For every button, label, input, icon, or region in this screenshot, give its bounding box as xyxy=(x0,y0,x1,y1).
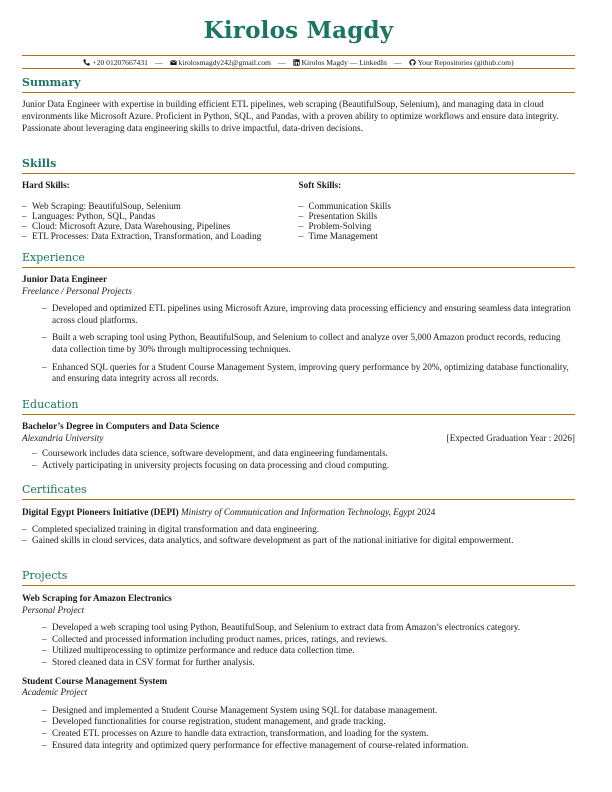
section-title-skills: Skills xyxy=(22,157,57,170)
project-entry xyxy=(22,593,575,669)
hard-skill-item: – Web Scraping: BeautifulSoup, Selenium xyxy=(22,201,299,211)
experience-bullet: – Enhanced SQL queries for a Student Course Management System, improving query performance by 20%, optimizing database functionality, and ensuring data integrity across all records. xyxy=(42,362,575,385)
project-bullet: – Stored cleaned data in CSV format for further analysis. xyxy=(42,657,575,669)
hard-skill-item: – Languages: Python, SQL, Pandas xyxy=(22,211,299,221)
certificate-issuer: Ministry of Communication and Information Technology, Egypt xyxy=(180,507,415,517)
job-title: Junior Data Engineer xyxy=(22,274,108,284)
linkedin-icon xyxy=(293,59,300,66)
project-bullet: – Developed functionalities for course registration, student management, and grade tracking. xyxy=(42,716,575,728)
section-divider xyxy=(22,499,575,500)
section-title-summary: Summary xyxy=(22,76,81,89)
hard-skill-item: – Cloud: Microsoft Azure, Data Warehousing, Pipelines xyxy=(22,221,299,231)
separator: — xyxy=(393,57,402,67)
project-name: Student Course Management System xyxy=(22,675,168,686)
certificate-entry xyxy=(22,507,575,547)
certificate-bullets xyxy=(22,524,575,547)
project-type: Academic Project xyxy=(22,687,88,698)
soft-skills-list xyxy=(299,201,576,242)
contact-github[interactable] xyxy=(409,58,514,67)
github-icon xyxy=(409,59,416,66)
experience-bullets xyxy=(22,303,575,385)
contact-email[interactable] xyxy=(170,58,271,67)
summary-section xyxy=(22,76,575,134)
education-section xyxy=(22,398,575,471)
project-name: Web Scraping for Amazon Electronics xyxy=(22,593,172,603)
section-title-projects: Projects xyxy=(22,569,68,582)
certificate-name: Digital Egypt Pioneers Initiative (DEPI) xyxy=(22,507,179,517)
linkedin-link: Kirolos Magdy — LinkedIn xyxy=(301,57,387,67)
section-divider xyxy=(22,92,575,93)
separator: — xyxy=(154,57,163,67)
contact-phone[interactable] xyxy=(83,58,148,67)
project-bullet: – Collected and processed information including product names, prices, ratings, and reviews. xyxy=(42,634,575,646)
hard-skills-column xyxy=(22,180,299,241)
hard-skills-label: Hard Skills: xyxy=(22,180,70,190)
certificate-bullet: – Gained skills in cloud services, data analytics, and software development as part of the national initiative for digital empowerment. xyxy=(22,535,575,547)
skills-grid xyxy=(22,180,575,241)
experience-entry xyxy=(22,274,575,385)
section-divider xyxy=(22,585,575,586)
summary-text: Junior Data Engineer with expertise in building efficient ETL pipelines, web scraping (BeautifulSoup, Selenium), and managing data in cloud environments like Microsoft Azure. Proficient in Python, SQL, and Pandas, with a proven ability to optimize workflows and ensure data integrity. Passionate about leveraging data engineering skills to drive impactful, data-driven decisions. xyxy=(22,99,559,133)
soft-skill-item: – Problem-Solving xyxy=(299,221,576,231)
section-title-experience: Experience xyxy=(22,251,85,264)
phone-icon xyxy=(83,59,90,66)
section-title-education: Education xyxy=(22,398,79,411)
soft-skill-item: – Time Management xyxy=(299,231,576,241)
envelope-icon xyxy=(170,59,177,66)
education-bullet: – Coursework includes data science, software development, and data engineering fundamentals. xyxy=(32,448,575,460)
project-bullet: – Created ETL processes on Azure to handle data extraction, transformation, and loading for the system. xyxy=(42,728,575,740)
education-bullet: – Actively participating in university projects focusing on data processing and cloud computing. xyxy=(32,460,575,472)
project-type: Personal Project xyxy=(22,604,85,615)
school-name: Alexandria University xyxy=(22,432,104,443)
experience-bullet: – Built a web scraping tool using Python, BeautifulSoup, and Selenium to collect and analyze over 5,000 Amazon product records, reducing data collection time by 30% through multiprocessing techniques. xyxy=(42,332,575,355)
soft-skills-column xyxy=(299,180,576,241)
project-bullets xyxy=(22,705,575,751)
projects-section xyxy=(22,569,575,751)
graduation-year: [Expected Graduation Year : 2026] xyxy=(446,432,575,443)
certificate-year: 2024 xyxy=(416,507,436,517)
section-divider xyxy=(22,267,575,268)
education-bullets xyxy=(22,448,575,471)
project-bullet: – Ensured data integrity and optimized query performance for effective management of course-related information. xyxy=(42,740,575,752)
contact-linkedin[interactable] xyxy=(293,58,387,67)
hard-skills-list xyxy=(22,201,299,242)
contact-bar xyxy=(22,55,575,69)
soft-skill-item: – Presentation Skills xyxy=(299,211,576,221)
project-entry xyxy=(22,676,575,752)
phone-number: +20 01207667431 xyxy=(92,57,148,67)
degree-title: Bachelor’s Degree in Computers and Data Science xyxy=(22,421,220,431)
education-meta-row xyxy=(22,433,575,445)
project-bullets xyxy=(22,622,575,668)
section-divider xyxy=(22,173,575,174)
project-bullet: – Utilized multiprocessing to optimize performance and reduce data collection time. xyxy=(42,645,575,657)
hard-skill-item: – ETL Processes: Data Extraction, Transformation, and Loading xyxy=(22,231,299,241)
experience-bullet: – Developed and optimized ETL pipelines using Microsoft Azure, improving data processing efficiency and ensuring seamless data integration across cloud platforms. xyxy=(42,303,575,326)
project-bullet: – Designed and implemented a Student Course Management System using SQL for database management. xyxy=(42,705,575,717)
github-link: Your Repositories (github.com) xyxy=(417,57,514,67)
experience-section xyxy=(22,251,575,391)
soft-skill-item: – Communication Skills xyxy=(299,201,576,211)
separator: — xyxy=(277,57,286,67)
skills-section xyxy=(22,157,575,241)
certificates-section xyxy=(22,483,575,547)
project-bullet: – Developed a web scraping tool using Python, BeautifulSoup, and Selenium to extract data from Amazon’s electronics category. xyxy=(42,622,575,634)
email-address: kirolosmagdy242@gmail.com xyxy=(178,57,271,67)
education-entry xyxy=(22,421,575,471)
section-title-certificates: Certificates xyxy=(22,483,87,496)
certificate-bullet: – Completed specialized training in digital transformation and data engineering. xyxy=(22,524,575,536)
job-organization: Freelance / Personal Projects xyxy=(22,285,132,296)
certificate-line xyxy=(22,507,575,519)
candidate-name: Kirolos Magdy xyxy=(203,17,394,44)
section-divider xyxy=(22,414,575,415)
soft-skills-label: Soft Skills: xyxy=(298,180,342,190)
